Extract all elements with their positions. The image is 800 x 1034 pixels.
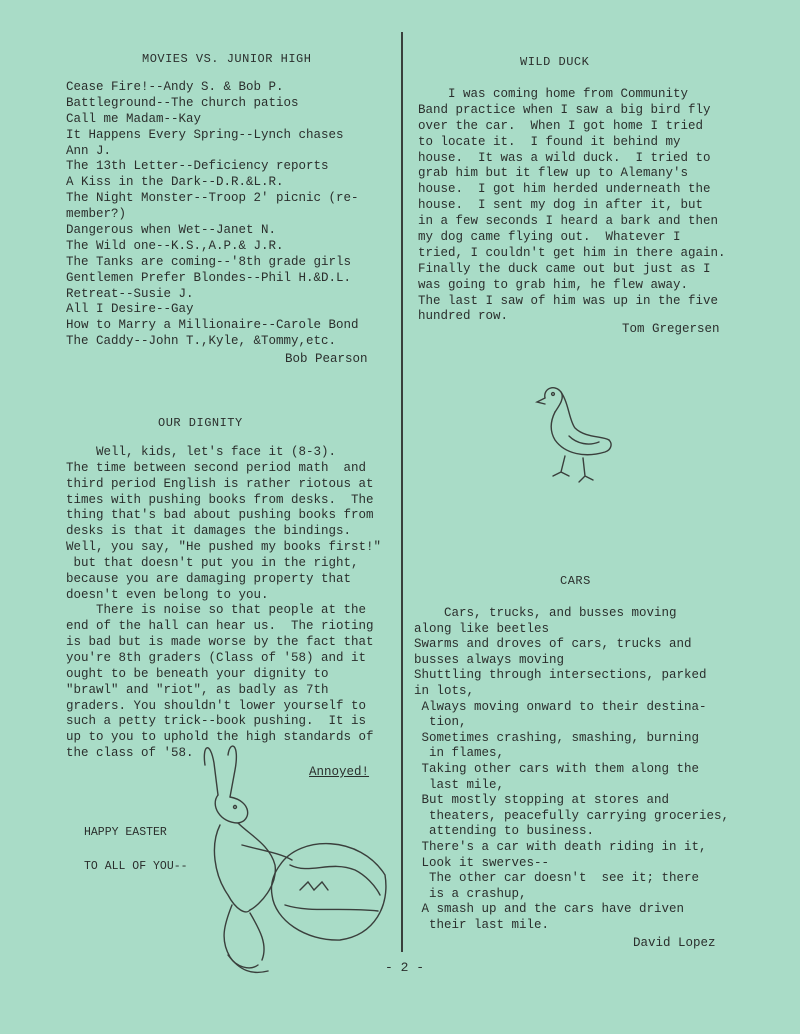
movies-line: How to Marry a Millionaire--Carole Bond xyxy=(66,318,359,333)
wildduck-line: was going to grab him, he flew away. xyxy=(418,277,689,292)
dignity-line: third period English is rather riotous at xyxy=(66,476,374,491)
dignity-line: graders. You shouldn't lower yourself to xyxy=(66,698,367,713)
movies-line: Cease Fire!--Andy S. & Bob P. xyxy=(66,80,284,94)
cars-line: Always moving onward to their destina- xyxy=(414,699,707,714)
easter-greeting-line2: TO ALL OF YOU-- xyxy=(84,860,188,873)
cars-line: The other car doesn't see it; there xyxy=(414,871,700,886)
dignity-line: because you are damaging property that xyxy=(66,571,352,586)
cars-title: CARS xyxy=(560,574,591,588)
cars-author: David Lopez xyxy=(633,936,716,950)
wildduck-line: my dog came flying out. Whatever I xyxy=(418,230,681,245)
wildduck-line: I was coming home from Community xyxy=(418,87,689,101)
dignity-line: such a petty trick--book pushing. It is xyxy=(66,714,367,729)
dignity-line: "brawl" and "riot", as badly as 7th xyxy=(66,682,329,697)
wildduck-line: Band practice when I saw a big bird fly xyxy=(418,102,711,117)
dignity-line: Well, kids, let's face it (8-3). xyxy=(66,445,337,459)
movies-line: Retreat--Susie J. xyxy=(66,286,194,301)
cars-line: in lots, xyxy=(414,683,475,698)
wildduck-line: house. It was a wild duck. I tried to xyxy=(418,150,711,165)
dignity-title: OUR DIGNITY xyxy=(158,416,243,430)
cars-text xyxy=(414,606,729,933)
wildduck-line: house. I got him herded underneath the xyxy=(418,182,711,197)
dignity-line: Well, you say, "He pushed my books first!" xyxy=(66,540,382,555)
wildduck-line: tried, I couldn't get him in there again. xyxy=(418,245,726,260)
cars-line: Shuttling through intersections, parked xyxy=(414,668,707,683)
dignity-line: is bad but is made worse by the fact that xyxy=(66,635,374,650)
cars-line: Swarms and droves of cars, trucks and xyxy=(414,637,692,652)
page-number: - 2 - xyxy=(385,960,425,975)
cars-line: in flames, xyxy=(414,746,505,761)
dignity-line: the class of '58. xyxy=(66,746,194,761)
dignity-line: times with pushing books from desks. The xyxy=(66,492,374,507)
cars-line: Cars, trucks, and busses moving xyxy=(414,606,677,620)
wildduck-line: The last I saw of him was up in the five xyxy=(418,293,719,308)
dignity-line: but that doesn't put you in the right, xyxy=(66,555,359,570)
dignity-line: doesn't even belong to you. xyxy=(66,587,269,602)
duck-illustration xyxy=(525,380,625,490)
dignity-line: end of the hall can hear us. The rioting xyxy=(66,619,374,634)
movies-line: The Wild one--K.S.,A.P.& J.R. xyxy=(66,238,284,253)
dignity-line: The time between second period math and xyxy=(66,460,367,475)
cars-line: last mile, xyxy=(414,777,505,792)
wildduck-line: grab him but it flew up to Alemany's xyxy=(418,166,689,181)
cars-line: is a crashup, xyxy=(414,886,527,901)
dignity-text xyxy=(66,445,381,762)
dignity-line: up to you to uphold the high standards of xyxy=(66,730,374,745)
movies-line: Battleground--The church patios xyxy=(66,95,299,110)
cars-line: Look it swerves-- xyxy=(414,855,550,870)
dignity-line: thing that's bad about pushing books from xyxy=(66,508,374,523)
easter-greeting-line1: HAPPY EASTER xyxy=(84,826,167,839)
cars-line: Sometimes crashing, smashing, burning xyxy=(414,730,700,745)
movies-line: The Caddy--John T.,Kyle, &Tommy,etc. xyxy=(66,334,337,349)
wildduck-title: WILD DUCK xyxy=(520,55,590,69)
cars-line: their last mile. xyxy=(414,917,550,932)
movies-list xyxy=(66,80,359,350)
movies-line: It Happens Every Spring--Lynch chases xyxy=(66,127,344,142)
wildduck-line: over the car. When I got home I tried xyxy=(418,118,704,133)
movies-author: Bob Pearson xyxy=(285,352,368,366)
wildduck-author: Tom Gregersen xyxy=(622,322,720,336)
cars-line: There's a car with death riding in it, xyxy=(414,839,707,854)
dignity-line: you're 8th graders (Class of '58) and it xyxy=(66,650,367,665)
wildduck-line: house. I sent my dog in after it, but xyxy=(418,198,704,213)
dignity-line: There is noise so that people at the xyxy=(66,603,367,618)
wildduck-line: in a few seconds I heard a bark and then xyxy=(418,214,719,229)
cars-line: theaters, peacefully carrying groceries, xyxy=(414,808,730,823)
movies-line: Gentlemen Prefer Blondes--Phil H.&D.L. xyxy=(66,270,352,285)
movies-line: Call me Madam--Kay xyxy=(66,111,202,126)
movies-line: Dangerous when Wet--Janet N. xyxy=(66,223,277,238)
wildduck-text xyxy=(418,87,726,325)
wildduck-line: to locate it. I found it behind my xyxy=(418,134,681,149)
movies-line: The Tanks are coming--'8th grade girls xyxy=(66,254,352,269)
movies-line: The Night Monster--Troop 2' picnic (re- xyxy=(66,191,359,206)
cars-line: along like beetles xyxy=(414,621,550,636)
dignity-line: ought to be beneath your dignity to xyxy=(66,666,329,681)
cars-line: tion, xyxy=(414,715,467,730)
wildduck-line: hundred row. xyxy=(418,309,509,324)
cars-line: But mostly stopping at stores and xyxy=(414,793,670,808)
movies-line: The 13th Letter--Deficiency reports xyxy=(66,159,329,174)
easter-rabbit-illustration xyxy=(180,735,390,980)
movies-line: Ann J. xyxy=(66,143,112,158)
cars-line: busses always moving xyxy=(414,652,565,667)
movies-line: member?) xyxy=(66,207,127,222)
movies-line: All I Desire--Gay xyxy=(66,302,194,317)
wildduck-line: Finally the duck came out but just as I xyxy=(418,261,711,276)
movies-title: MOVIES VS. JUNIOR HIGH xyxy=(142,52,312,66)
dignity-signoff: Annoyed! xyxy=(309,765,370,779)
cars-line: Taking other cars with them along the xyxy=(414,761,700,776)
cars-line: attending to business. xyxy=(414,824,595,839)
column-divider xyxy=(401,32,403,952)
cars-line: A smash up and the cars have driven xyxy=(414,902,685,917)
movies-line: A Kiss in the Dark--D.R.&L.R. xyxy=(66,175,284,190)
dignity-line: desks is that it damages the bindings. xyxy=(66,524,352,539)
